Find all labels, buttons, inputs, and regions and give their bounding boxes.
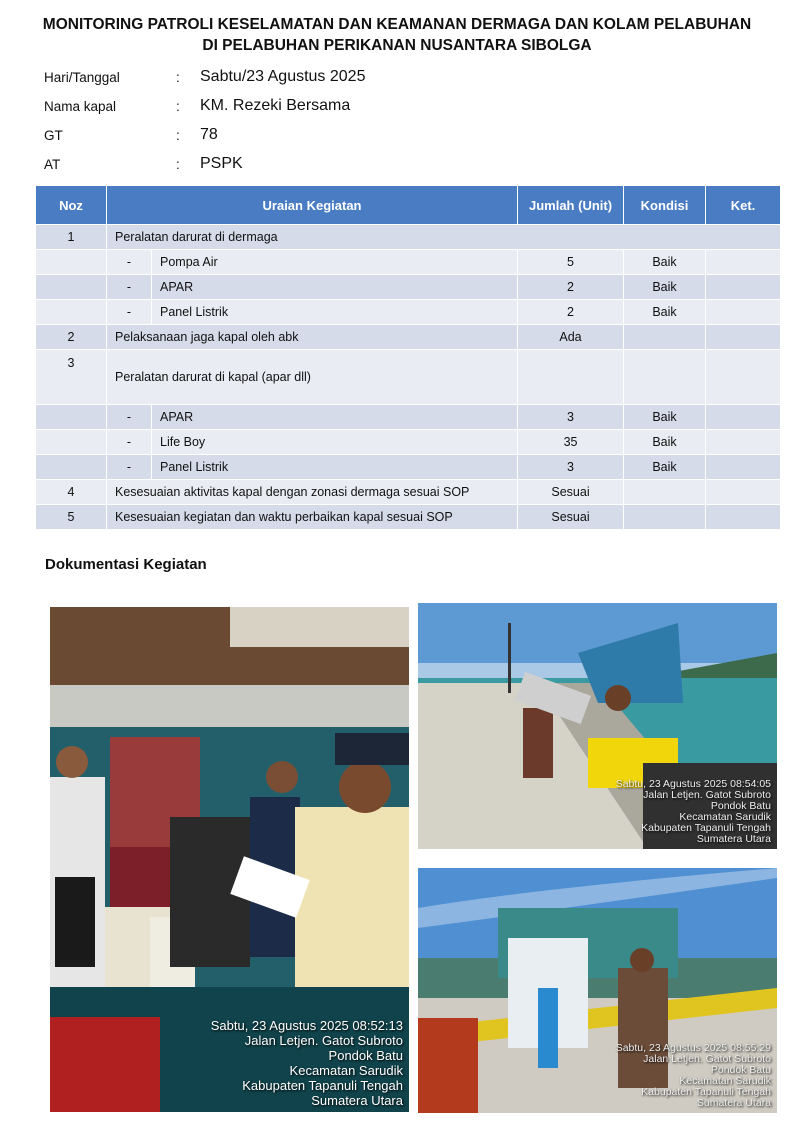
cell-dash: - [107,250,152,275]
info-value: KM. Rezeki Bersama [200,97,351,114]
table-row [36,250,781,275]
col-header-no: Noz [36,186,107,225]
info-colon: : [176,128,180,143]
table-row [36,300,781,325]
cell-no: 4 [36,480,107,505]
info-colon: : [176,99,180,114]
title-line-1: MONITORING PATROLI KESELAMATAN DAN KEAMANAN DERMAGA DAN KOLAM PELABUHAN [42,16,752,33]
info-label: AT [44,157,61,172]
cell-cond: Baik [624,300,706,325]
table-row [36,455,781,480]
cell-desc: Panel Listrik [152,455,518,480]
cell-qty: Sesuai [518,480,624,505]
table-row [36,405,781,430]
section-title-documentation: Dokumentasi Kegiatan [45,556,207,573]
table-row [36,505,781,530]
cell-note [706,350,781,405]
photo-electric-panel [418,868,777,1113]
photo-timestamp: Sabtu, 23 Agustus 2025 08:54:05 Jalan Letjen. Gatot Subroto Pondok Batu Kecamatan Sarudik Kabupaten Tapanuli Tengah Sumatera Utara [615,778,771,845]
cell-desc: APAR [152,405,518,430]
cell-desc: Pelaksanaan jaga kapal oleh abk [107,325,518,350]
cell-no [36,430,107,455]
cell-desc: Peralatan darurat di dermaga [107,225,781,250]
cell-no: 2 [36,325,107,350]
info-colon: : [176,70,180,85]
col-header-desc: Uraian Kegiatan [107,186,518,225]
cell-qty: 3 [518,405,624,430]
cell-desc: APAR [152,275,518,300]
photo-boat-interior [50,607,409,1112]
cell-no: 3 [36,350,107,405]
cell-dash: - [107,275,152,300]
cell-cond: Baik [624,275,706,300]
cell-desc: Life Boy [152,430,518,455]
table-row [36,480,781,505]
info-value: 78 [200,126,218,143]
cell-note [706,300,781,325]
info-colon: : [176,157,180,172]
cell-cond: Baik [624,405,706,430]
cell-qty: 35 [518,430,624,455]
col-header-cond: Kondisi [624,186,706,225]
cell-cond: Baik [624,455,706,480]
cell-desc: Peralatan darurat di kapal (apar dll) [107,350,518,405]
table-row [36,275,781,300]
table-row [36,325,781,350]
cell-note [706,505,781,530]
cell-cond [624,350,706,405]
cell-cond [624,505,706,530]
cell-dash: - [107,430,152,455]
cell-qty: 3 [518,455,624,480]
table-header-row [36,186,781,225]
info-label: GT [44,128,63,143]
table-row [36,225,781,250]
info-value: Sabtu/23 Agustus 2025 [200,68,366,85]
cell-no [36,250,107,275]
cell-note [706,455,781,480]
info-label: Nama kapal [44,99,117,114]
cell-qty: 5 [518,250,624,275]
monitoring-table [35,185,781,530]
cell-no [36,405,107,430]
cell-desc: Panel Listrik [152,300,518,325]
cell-desc: Pompa Air [152,250,518,275]
table-row [36,430,781,455]
cell-qty: 2 [518,275,624,300]
cell-note [706,430,781,455]
cell-dash: - [107,405,152,430]
title-line-2: DI PELABUHAN PERIKANAN NUSANTARA SIBOLGA [202,37,592,54]
col-header-note: Ket. [706,186,781,225]
cell-note [706,405,781,430]
info-value: PSPK [200,155,243,172]
cell-note [706,250,781,275]
cell-no: 1 [36,225,107,250]
cell-cond [624,480,706,505]
cell-desc: Kesesuaian aktivitas kapal dengan zonasi dermaga sesuai SOP [107,480,518,505]
cell-dash: - [107,300,152,325]
cell-qty: Ada [518,325,624,350]
cell-no: 5 [36,505,107,530]
photo-timestamp: Sabtu, 23 Agustus 2025 08:52:13 Jalan Letjen. Gatot Subroto Pondok Batu Kecamatan Sarudik Kabupaten Tapanuli Tengah Sumatera Utara [210,1018,403,1108]
cell-no [36,455,107,480]
cell-cond: Baik [624,250,706,275]
info-label: Hari/Tanggal [44,70,120,85]
page-title [0,14,794,56]
photo-timestamp: Sabtu, 23 Agustus 2025 08:55:29 Jalan Letjen. Gatot Subroto Pondok Batu Kecamatan Sarudik Kabupaten Tapanuli Tengah Sumatera Utara [615,1042,771,1109]
cell-no [36,275,107,300]
photo-dock-inspection [418,603,777,849]
cell-dash: - [107,455,152,480]
cell-cond [624,325,706,350]
cell-qty [518,350,624,405]
cell-note [706,325,781,350]
cell-no [36,300,107,325]
table-row [36,350,781,405]
cell-qty: Sesuai [518,505,624,530]
cell-note [706,275,781,300]
cell-cond: Baik [624,430,706,455]
col-header-qty: Jumlah (Unit) [518,186,624,225]
cell-note [706,480,781,505]
cell-desc: Kesesuaian kegiatan dan waktu perbaikan kapal sesuai SOP [107,505,518,530]
cell-qty: 2 [518,300,624,325]
